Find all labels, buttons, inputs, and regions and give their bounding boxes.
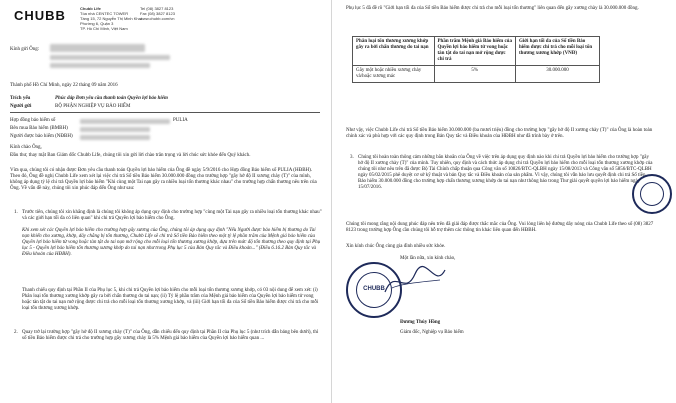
list-number-2: 2. [14, 330, 18, 335]
subject-label: Trích yếu [10, 96, 31, 101]
insured-label: Người được bảo hiểm (NĐBH) [10, 134, 73, 139]
limit-table [352, 36, 600, 83]
from-text: BỘ PHẬN NGHIỆP VỤ BẢO HIỂM [55, 104, 131, 109]
paragraph-1: Đầu thư, thay mặt Ban Giám đốc Chubb Life, chúng tôi xin gửi lời chào trân trọng và lời chúc sức khỏe đến Quý khách. [10, 153, 251, 158]
buyer-label: Bên mua Bảo hiểm (BMBH) [10, 126, 68, 131]
redacted-name [50, 44, 145, 52]
regards-line: Một lần nữa, xin kính chào, [400, 256, 456, 261]
company-seal: CHUBB [346, 262, 402, 318]
signature-mark [380, 262, 450, 302]
redacted-buyer [80, 127, 150, 132]
table-header-cell: Giới hạn tối đa của Số tiền Bảo hiểm được chi trả cho mỗi loại tổn thương xương khớp (VNĐ) [516, 37, 600, 66]
table-header-row [353, 37, 600, 66]
side-seal [632, 174, 672, 214]
signer-name: Đương Thúy Hồng [400, 320, 441, 325]
item-1c: Thanh chiếu quy định tại Phần II của Phụ lục 5, khi chi trả Quyền lợi bảo hiểm cho mỗi loại tổn thương xương khớp, có 03 nội dung để xem xét: (i) Phân loại tổn thương xương khớp gây ra bởi chấn thương do tai nạn; (ii) Tỷ lệ phần trăm của Mệnh giá bảo hiểm của Quyền lợi bảo hiểm tử vong hoặc tàn tật do tai nạn mở rộng được chi trả cho mỗi loại tổn thương xương khớp, và (iii) Giới hạn tối đa của Số tiền Bảo hiểm được chi trả cho mỗi loại tổn thương xương khớp. [22, 288, 319, 311]
signer-title: Giám đốc, Nghiệp vụ Bảo hiểm [400, 330, 464, 335]
subject-text: Phúc đáp Đơn yêu cầu thanh toán Quyền lợi bảo hiểm [55, 96, 168, 101]
intro-paragraph: Phụ lục 5 đã đề rõ "Giới hạn tối đa của Số tiền Bảo hiểm được chi trả cho mỗi loại tổn thương" liên quan đến gãy xương chày là 30.000.000 đồng. [346, 6, 639, 11]
item-1b: Khi xem xét các Quyền lợi bảo hiểm cho trường hợp gãy xương của Ông, chúng tôi áp dụng quy định "Nếu Người được bảo hiểm bị thương do Tai nạn khiến cho xương, khớp, dây chằng bị tổn thương, Chubb Life sẽ chi trả Số tiền Bảo hiểm theo một tỷ lệ phần trăm của Mệnh giá bảo hiểm của Quyền lợi bảo hiểm từ vong hoặc tàn tật do tai nạn mở rộng cho mỗi loại tổn thương xương khớp, dựa trên mức độ tổn thương theo quy định tại Phụ lục 5 - Quyền lợi bảo hiểm tổn thương xương khớp do tai nạn như trong Phụ lục 5 của Bản Quy tắc và Điều khoản..." (Điều 6.16.2 Bản Quy tắc và Điều khoản của HĐBH). [22, 228, 321, 257]
redacted-address [50, 55, 170, 60]
redacted-address-2 [50, 63, 150, 68]
contract-suffix: PULIA [173, 118, 188, 123]
item-2: Quay trở lại trường hợp "gãy hở độ II xương chày (T)" của Ông, dẫn chiếu đến quy định tại Phần II của Phụ lục 5 (như trích dẫn bảng bên dưới), thì số tiền Bảo hiểm được chi trả cho trường hợp gãy xương chày là 5% Mệnh giá bảo hiểm của Quyền lợi bảo hiểm quan ... [22, 330, 319, 341]
contract-label: Hợp đồng bảo hiểm số [10, 118, 56, 123]
table-cell: 30.000.000 [516, 66, 600, 83]
date-line: Thành phố Hồ Chí Minh, ngày 22 tháng 09 năm 2016 [10, 83, 118, 88]
closing-line: Xin kính chúc Ông cùng gia đình nhiều sức khỏe. [346, 244, 446, 249]
closing-paragraph: Chúng tôi mong rằng nội dung phúc đáp nêu trên đã giải đáp được thắc mắc của Ông. Vui lòng liên hệ đường dây nóng của Chubb Life theo số (08) 3827 8123 trong trường hợp Ông cần chúng tôi hỗ trợ thêm các thông tin khác liên quan đến HĐBH. [346, 222, 654, 233]
list-number-1: 1. [14, 210, 18, 215]
letter-page-1 [0, 0, 332, 403]
chubb-logo: CHUBB [14, 8, 66, 23]
table-cell: 5% [434, 66, 516, 83]
list-number-3: 3. [350, 155, 354, 160]
paragraph-2: Vừa qua, chúng tôi có nhận được Đơn yêu cầu thanh toán Quyền lợi bảo hiểm của Ông đề ngày 5/9/2016 cho Hợp đồng Bảo hiểm số PULIA (HĐBH). Theo đó, Ông đề nghị Chubb Life xem xét lại việc chi trả Số tiền Bảo hiểm 30.000.000 đồng cho trường hợp "gãy hở độ II xương chày (T)" của mình, không áp dụng tỷ lệ chi trả Quyền lợi bảo hiểm "Khi cùng một Tai nạn gây ra nhiều loại tổn thương khác nhau" cho trường hợp chấn thương nêu trên của Ông. Về vấn đề này, chúng tôi xin phúc đáp đến Ông như sau: [10, 168, 317, 191]
table-header-cell: Phần trăm Mệnh giá Bảo hiểm của Quyền lợi bảo hiểm tử vong hoặc tàn tật do tai nạn mở rộng được chi trả [434, 37, 516, 66]
divider [10, 112, 320, 113]
greeting: Kính chào Ông, [10, 145, 42, 150]
redacted-contract [80, 119, 170, 124]
salutation: Kính gửi Ông: [10, 47, 40, 52]
table-cell: Gãy một hoặc nhiều xương chày và/hoặc xương mác [353, 66, 435, 83]
item-1: Trước tiên, chúng tôi xin khẳng định là chúng tôi không áp dụng quy định cho trường hợp "cùng một Tai nạn gây ra nhiều loại tổn thương khác nhau" và các giới hạn tối đa có liên quan" khi chi trả Quyền lợi bảo hiểm cho Ông. [22, 210, 322, 221]
company-address: Chubb Life Tòa nhà CENTEC TOWER Tầng 15, 72 Nguyễn Thị Minh Khai Phường 6, Quận 3 TP. Hồ Chí Minh, Việt Nam [80, 6, 142, 31]
table-header-cell: Phân loại tổn thương xương khớp gây ra bởi chấn thương do tai nạn [353, 37, 435, 66]
company-contact: Tel (08) 3827 8123 Fax (08) 3827 8123 www.chubb.com/vn [140, 6, 175, 21]
item-3: Chúng tôi hoàn toàn thông cảm những băn khoăn của Ông về việc trên áp dụng quy định nào khi chi trả Quyền lợi bảo hiểm cho trường hợp "gãy hở độ II xương chày (T)" của mình. Tuy nhiên, quy định và cách thức áp dụng chi trả Quyền lợi bảo hiểm cho mỗi loại tổn thương xương khớp của chúng tôi như nêu trên đã được Bộ Tài Chính chấp thuận qua Công văn số 10826/BTC-QLBH ngày 15/08/2013 và Công văn số 5856/BTC-QLBH ngày 05/02/2015 phê duyệt cơ sở kỹ thuật và bản Quy tắc và Điều khoản của sản phẩm. Vì vậy, chúng tôi vẫn bảo lưu quyết định chi trả Số tiền Bảo hiểm 30.000.000 đồng cho trường hợp chấn thương xương khớp do tai nạn như thông báo trong Thư giải quyết quyền lợi bảo hiểm ngày 15/07/2016. [358, 155, 653, 190]
from-label: Người gửi [10, 104, 32, 109]
table-row [353, 66, 600, 83]
redacted-insured [80, 135, 150, 140]
paragraph-after-table: Như vậy, việc Chubb Life chi trả Số tiền Bảo hiểm 30.000.000 (ba mươi triệu) đồng cho trường hợp "gãy hở độ II xương chày (T)" của Ông là hoàn toàn chính xác và phù hợp với các quy định trong Bản Quy tắc và Điều khoản của HĐBH như đã trình bày ở trên. [346, 128, 653, 139]
